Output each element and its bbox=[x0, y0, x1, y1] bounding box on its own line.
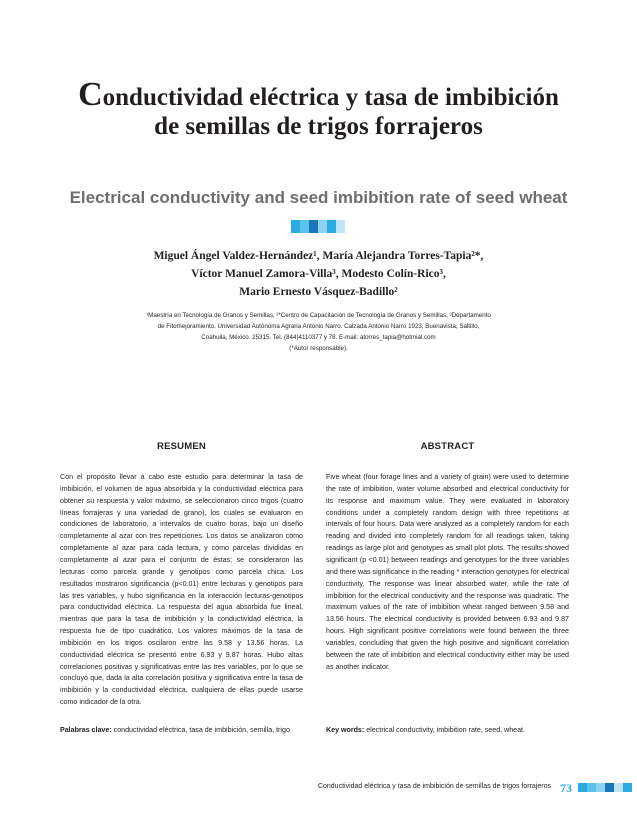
resumen-heading: RESUMEN bbox=[157, 441, 206, 452]
affiliation-line: Coahuila, México. 25315. Tel. (844)4110377 y 78. E-mail: atorres_tapia@hotmial.com bbox=[201, 334, 436, 341]
abstract-heading: ABSTRACT bbox=[420, 441, 475, 452]
footer-square bbox=[587, 783, 596, 792]
abstract-body: Five wheat (four forage lines and a variety of grain) were used to determine the rate of imbibition, water volume absorbed and electrical conductivity for its response and maximum value. They were evaluated in laboratory conditions under a completely random design with three repetitions at intervals of four hours. Data were analyzed as a completely random for each reading and divided into completely random for all readings taken, taking readings as large plot and genotypes as small plot plots. The results showed significant (p <0.01) between readings and genotypes for the three variables and there was significance in the reading * interaction genotypes for electrical conductivity. The response was linear absorbed water, while the rate of imbibition for the electrical conductivity and the response was quadratic. The maximum values of the rate of imbibition wheat ranged between 9.58 and 13.56 hours. The electrical conductivity is provided between 6.93 and 9.87 hours. High significant positive correlations were found between the three variables, concluding that given the high positive and significant correlation between the rate of imbibition and electrical conductivity either may be used as another indicator. bbox=[326, 473, 569, 671]
deco-square bbox=[300, 220, 309, 233]
deco-square bbox=[336, 220, 345, 233]
title-line-1: onductividad eléctrica y tasa de imbibición bbox=[102, 84, 559, 111]
affiliations bbox=[80, 310, 557, 354]
title-initial: C bbox=[78, 76, 103, 113]
footer-square bbox=[623, 783, 632, 792]
keywords-label: Key words: bbox=[326, 726, 365, 734]
author-list bbox=[60, 247, 577, 301]
resumen-keywords bbox=[60, 725, 303, 737]
deco-square bbox=[309, 220, 318, 233]
footer-decorative-squares bbox=[578, 783, 632, 792]
affiliation-line: de Fitomejoramiento. Universidad Autónoma Agraria Antonio Narro. Calzada Antonio Narro 1923, Buenavista, Saltillo, bbox=[157, 323, 480, 330]
author-line: Miguel Ángel Valdez-Hernández¹, María Alejandra Torres-Tapia²*, bbox=[153, 250, 484, 262]
abstract-keywords bbox=[326, 725, 569, 737]
author-line: Mario Ernesto Vásquez-Badillo² bbox=[239, 286, 398, 298]
title-line-2: de semillas de trigos forrajeros bbox=[154, 113, 483, 140]
footer-square bbox=[614, 783, 623, 792]
deco-square bbox=[318, 220, 327, 233]
footer-square bbox=[605, 783, 614, 792]
running-title: Conductividad eléctrica y tasa de imbibición de semillas de trigos forrajeros bbox=[317, 783, 551, 790]
decorative-squares bbox=[291, 220, 345, 233]
keywords-text: conductividad eléctrica, tasa de imbibición, semilla, trigo bbox=[111, 726, 290, 734]
author-line: Víctor Manuel Zamora-Villa³, Modesto Colín-Rico³, bbox=[191, 268, 446, 280]
keywords-text: electrical conductivity, imbibition rate, seed, wheat. bbox=[364, 726, 525, 734]
deco-square bbox=[291, 220, 300, 233]
footer-square bbox=[596, 783, 605, 792]
english-title: Electrical conductivity and seed imbibition rate of seed wheat bbox=[69, 188, 568, 207]
page-footer bbox=[0, 781, 637, 795]
footer-square bbox=[578, 783, 587, 792]
resumen-body: Con el propósito llevar a cabo este estudio para determinar la tasa de imbibición, el volumen de agua absorbida y la conductividad eléctrica para obtener su respuesta y valor máximo, se seleccionaron cinco trigos (cuatro líneas forrajeras y una variedad de grano), los cuales se evaluaron en condiciones de laboratorio, a intervalos de cuatro horas, bajo un diseño completamente al azar con tres repeticiones. Los datos se analizaron como completamente al azar para cada lectura, y como parcelas divididas en completamente al azar para el conjunto de éstas; se consideraron las lecturas como parcela grande y genotipos como parcela chica. Los resultados mostraron significancia (p<0.01) entre lecturas y genotipos para las tres variables, y hubo significancia en la interacción lecturas-genotipos para conductividad eléctrica. La respuesta del agua absorbida fue lineal, mientras que para la tasa de imbibición y la conductividad eléctrica, la respuesta fue de tipo cuadrático. Los valores máximos de la tasa de imbibición en los trigos oscilaron entre las 9.58 y 13.56 horas. La conductividad eléctrica se presentó entre 6.93 y 9.87 horas. Hubo altas correlaciones positivas y significativas entre las tres variables, por lo que se concluyó que, dada la alta correlación positiva y significativa entre la tasa de imbibición y la conductividad eléctrica, cualquiera de ellas puede usarse como indicador de la otra. bbox=[60, 473, 303, 707]
keywords-label: Palabras clave: bbox=[60, 726, 112, 734]
article-title bbox=[40, 76, 597, 141]
affiliation-line: (*Autor responsable). bbox=[289, 345, 348, 352]
deco-square bbox=[327, 220, 336, 233]
page-number: 73 bbox=[560, 781, 572, 795]
affiliation-line: ¹Maestría en Tecnología de Granos y Semillas, ²*Centro de Capacitación de Tecnología de Granos y Semillas, ³Departamento bbox=[146, 312, 491, 319]
